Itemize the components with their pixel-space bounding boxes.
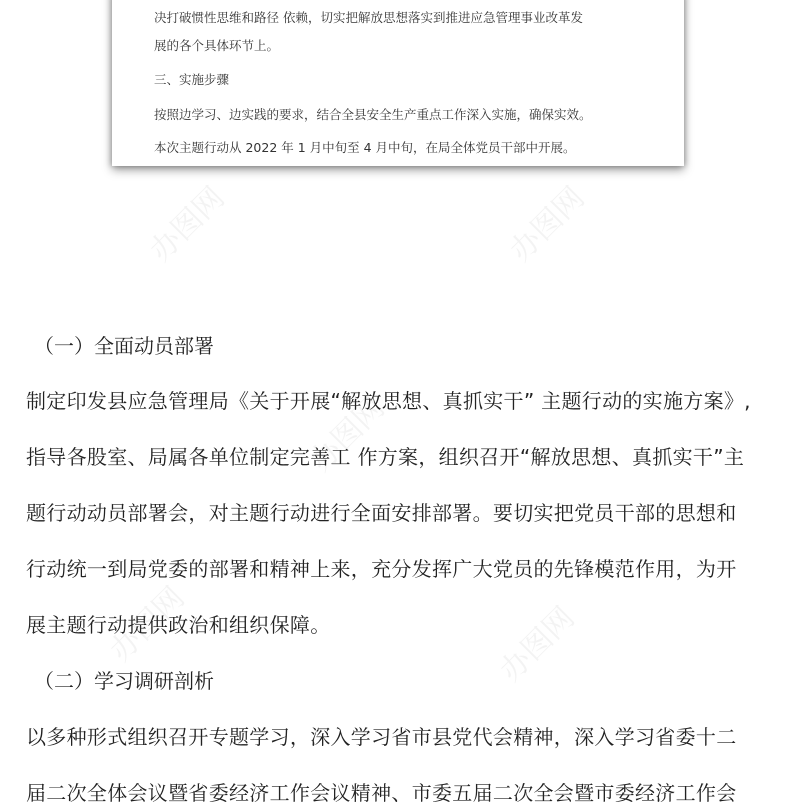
paragraph-line: 届二次全体会议暨省委经济工作会议精神、市委五届二次全会暨市委经济工作会: [26, 781, 737, 805]
paragraph-line: 以多种形式组织召开专题学习，深入学习省市县党代会精神，深入学习省委十二: [26, 725, 737, 749]
watermark: 办图网: [303, 390, 392, 479]
paragraph-line: 指导各股室、局属各单位制定完善工 作方案，组织召开“解放思想、真抓实干”主: [26, 445, 745, 469]
paragraph-line: 展主题行动提供政治和组织保障。: [26, 613, 331, 637]
watermark: 办图网: [103, 580, 192, 669]
document-preview-card: [112, 0, 684, 166]
preview-line: 按照边学习、边实践的要求，结合全县安全生产重点工作深入实施，确保实效。: [154, 107, 592, 122]
preview-line: 决打破惯性思维和路径 依赖，切实把解放思想落实到推进应急管理事业改革发: [154, 10, 583, 25]
paragraph-line: 行动统一到局党委的部署和精神上来，充分发挥广大党员的先锋模范作用，为开: [26, 557, 737, 581]
preview-line: 展的各个具体环节上。: [154, 38, 280, 53]
paragraph-line: 题行动动员部署会，对主题行动进行全面安排部署。要切实把党员干部的思想和: [26, 501, 737, 525]
paragraph-line: 制定印发县应急管理局《关于开展“解放思想、真抓实干” 主题行动的实施方案》,: [26, 389, 751, 413]
section-heading-2: （二）学习调研剖析: [34, 669, 214, 693]
watermark: 办图网: [143, 180, 232, 269]
preview-section-heading: 三、实施步骤: [154, 72, 230, 87]
watermark: 办图网: [493, 600, 582, 689]
section-heading-1: （一）全面动员部署: [34, 334, 214, 358]
preview-line: 本次主题行动从 2022 年 1 月中旬至 4 月中旬，在局全体党员干部中开展。: [154, 140, 576, 155]
watermark: 办图网: [503, 180, 592, 269]
